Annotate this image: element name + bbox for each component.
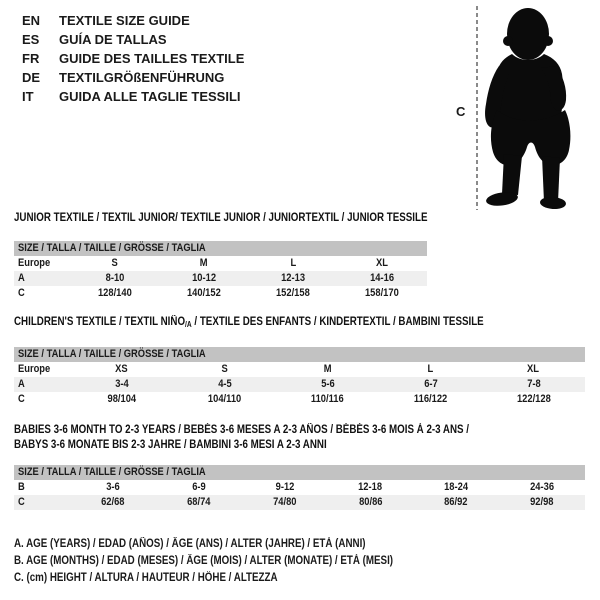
junior-size-table	[14, 241, 427, 301]
legend-line-age-years	[14, 536, 460, 553]
table-cell: 92/98	[499, 495, 585, 510]
legend-text: B. AGE (MONTHS) / EDAD (MESES) / ÂGE (MOIS) / ALTER (MONATE) / ETÀ (MESI)	[14, 555, 394, 567]
row-label: C	[18, 392, 25, 405]
size-header-cell: SIZE / TALLA / TAILLE / GRÖSSE / TAGLIA	[14, 465, 585, 480]
language-code: IT	[22, 89, 34, 104]
language-row-de	[22, 68, 244, 87]
table-cell: 12-18	[358, 481, 383, 493]
table-row	[14, 495, 585, 510]
table-cell: 4-5	[173, 377, 276, 392]
table-row	[14, 271, 427, 286]
table-cell: 158/170	[365, 287, 400, 299]
babies-size-table	[14, 465, 585, 510]
table-cell: 8-10	[70, 271, 159, 286]
baby-foot-right	[540, 196, 567, 210]
size-header-row	[14, 465, 585, 480]
language-list	[22, 11, 244, 106]
table-cell: 86/92	[413, 495, 499, 510]
table-cell: M	[323, 362, 332, 375]
table-cell: 3-6	[106, 481, 120, 493]
table-cell: L	[427, 362, 434, 375]
table-cell: 10-12	[159, 271, 248, 286]
size-header-row	[14, 241, 427, 256]
table-row	[14, 480, 585, 495]
language-row-es	[22, 30, 244, 49]
language-code: FR	[22, 51, 40, 66]
row-label: C	[18, 287, 25, 299]
table-cell: 98/104	[107, 392, 136, 405]
table-cell: 24-36	[530, 481, 555, 493]
table-cell: 9-12	[275, 481, 294, 493]
table-cell: XL	[527, 362, 540, 375]
language-code: DE	[22, 70, 41, 85]
legend-text: C. (cm) HEIGHT / ALTURA / HAUTEUR / HÖHE / ALTEZZA	[14, 572, 278, 584]
row-label: A	[14, 377, 70, 392]
table-cell: L	[290, 257, 296, 269]
language-code: EN	[22, 13, 41, 28]
language-label: TEXTILGRÖßENFÜHRUNG	[59, 70, 225, 85]
height-dashed-line-icon	[476, 6, 478, 210]
baby-ear-left	[503, 36, 513, 46]
table-cell: 68/74	[156, 495, 242, 510]
table-cell: 12-13	[249, 271, 338, 286]
language-label: GUÍA DE TALLAS	[59, 32, 167, 47]
legend-text: A. AGE (YEARS) / EDAD (AÑOS) / ÂGE (ANS) / ALTER (JAHRE) / ETÀ (ANNI)	[14, 538, 366, 550]
language-label: TEXTILE SIZE GUIDE	[59, 13, 190, 28]
table-cell: 80/86	[327, 495, 413, 510]
table-cell: 128/140	[97, 287, 132, 299]
children-textile-section	[14, 315, 585, 407]
table-cell: 6-9	[191, 481, 206, 493]
table-cell: 116/122	[413, 392, 448, 405]
table-cell: 5-6	[276, 377, 379, 392]
children-size-table	[14, 347, 585, 407]
table-cell: 3-4	[70, 377, 173, 392]
babies-section-title	[14, 423, 585, 453]
table-cell: XS	[115, 362, 128, 375]
size-header-cell: SIZE / TALLA / TAILLE / GRÖSSE / TAGLIA	[14, 241, 427, 256]
table-cell: 7-8	[482, 377, 585, 392]
row-label: Europe	[18, 257, 51, 269]
table-cell: M	[199, 257, 208, 269]
language-row-en	[22, 11, 244, 30]
size-header-row	[14, 347, 585, 362]
table-cell: S	[111, 257, 118, 269]
junior-textile-section	[14, 211, 427, 301]
table-cell: 6-7	[379, 377, 482, 392]
table-cell: 62/68	[70, 495, 156, 510]
row-label: A	[14, 271, 70, 286]
babies-textile-section	[14, 423, 585, 510]
baby-leg-left	[502, 154, 522, 195]
table-cell: 18-24	[444, 481, 469, 493]
language-row-fr	[22, 49, 244, 68]
toddler-silhouette-icon	[482, 4, 597, 211]
baby-head	[507, 8, 549, 60]
height-measure-label: C	[456, 104, 466, 119]
table-title-line: CHILDREN'S TEXTILE / TEXTIL $NIÑO_{/A}$ / TEXTILE DES ENFANTS / KINDERTEXTIL / BAMBINI TESSILE	[14, 316, 484, 329]
table-title-line: BABIES 3-6 MONTH TO 2-3 YEARS / BEBÉS 3-6 MESES A 2-3 AÑOS / BÉBÉS 3-6 MOIS À 2-3 ANS /	[14, 424, 470, 436]
height-figure	[450, 4, 600, 214]
table-row	[14, 286, 427, 301]
table-cell: 74/80	[242, 495, 328, 510]
table-cell: XL	[376, 257, 389, 269]
legend-line-height	[14, 570, 460, 587]
language-code: ES	[22, 32, 40, 47]
row-label: Europe	[18, 362, 51, 375]
table-cell: 122/128	[516, 392, 551, 405]
table-title-line: JUNIOR TEXTILE / TEXTIL JUNIOR/ TEXTILE JUNIOR / JUNIORTEXTIL / JUNIOR TESSILE	[14, 212, 428, 224]
legend-line-age-months	[14, 553, 460, 570]
table-row	[14, 377, 585, 392]
baby-leg-right	[542, 156, 560, 202]
table-cell: 152/158	[276, 287, 311, 299]
table-row	[14, 256, 427, 271]
baby-ear-right	[543, 36, 553, 46]
table-cell: 140/152	[186, 287, 221, 299]
language-label: GUIDA ALLE TAGLIE TESSILI	[59, 89, 241, 104]
row-label: B	[18, 481, 25, 493]
table-title-line: BABYS 3-6 MONATE BIS 2-3 JAHRE / BAMBINI 3-6 MESI A 2-3 ANNI	[14, 439, 327, 451]
size-header-cell: SIZE / TALLA / TAILLE / GRÖSSE / TAGLIA	[14, 347, 585, 362]
children-section-title	[14, 315, 585, 332]
table-cell: 104/110	[207, 392, 242, 405]
table-cell: 14-16	[338, 271, 427, 286]
table-row	[14, 362, 585, 377]
table-cell: 110/116	[311, 392, 344, 405]
row-label: C	[14, 495, 70, 510]
language-label: GUIDE DES TAILLES TEXTILE	[59, 51, 245, 66]
table-row	[14, 392, 585, 407]
language-row-it	[22, 87, 244, 106]
table-cell: S	[221, 362, 228, 375]
junior-section-title	[14, 211, 427, 226]
legend	[14, 536, 460, 587]
